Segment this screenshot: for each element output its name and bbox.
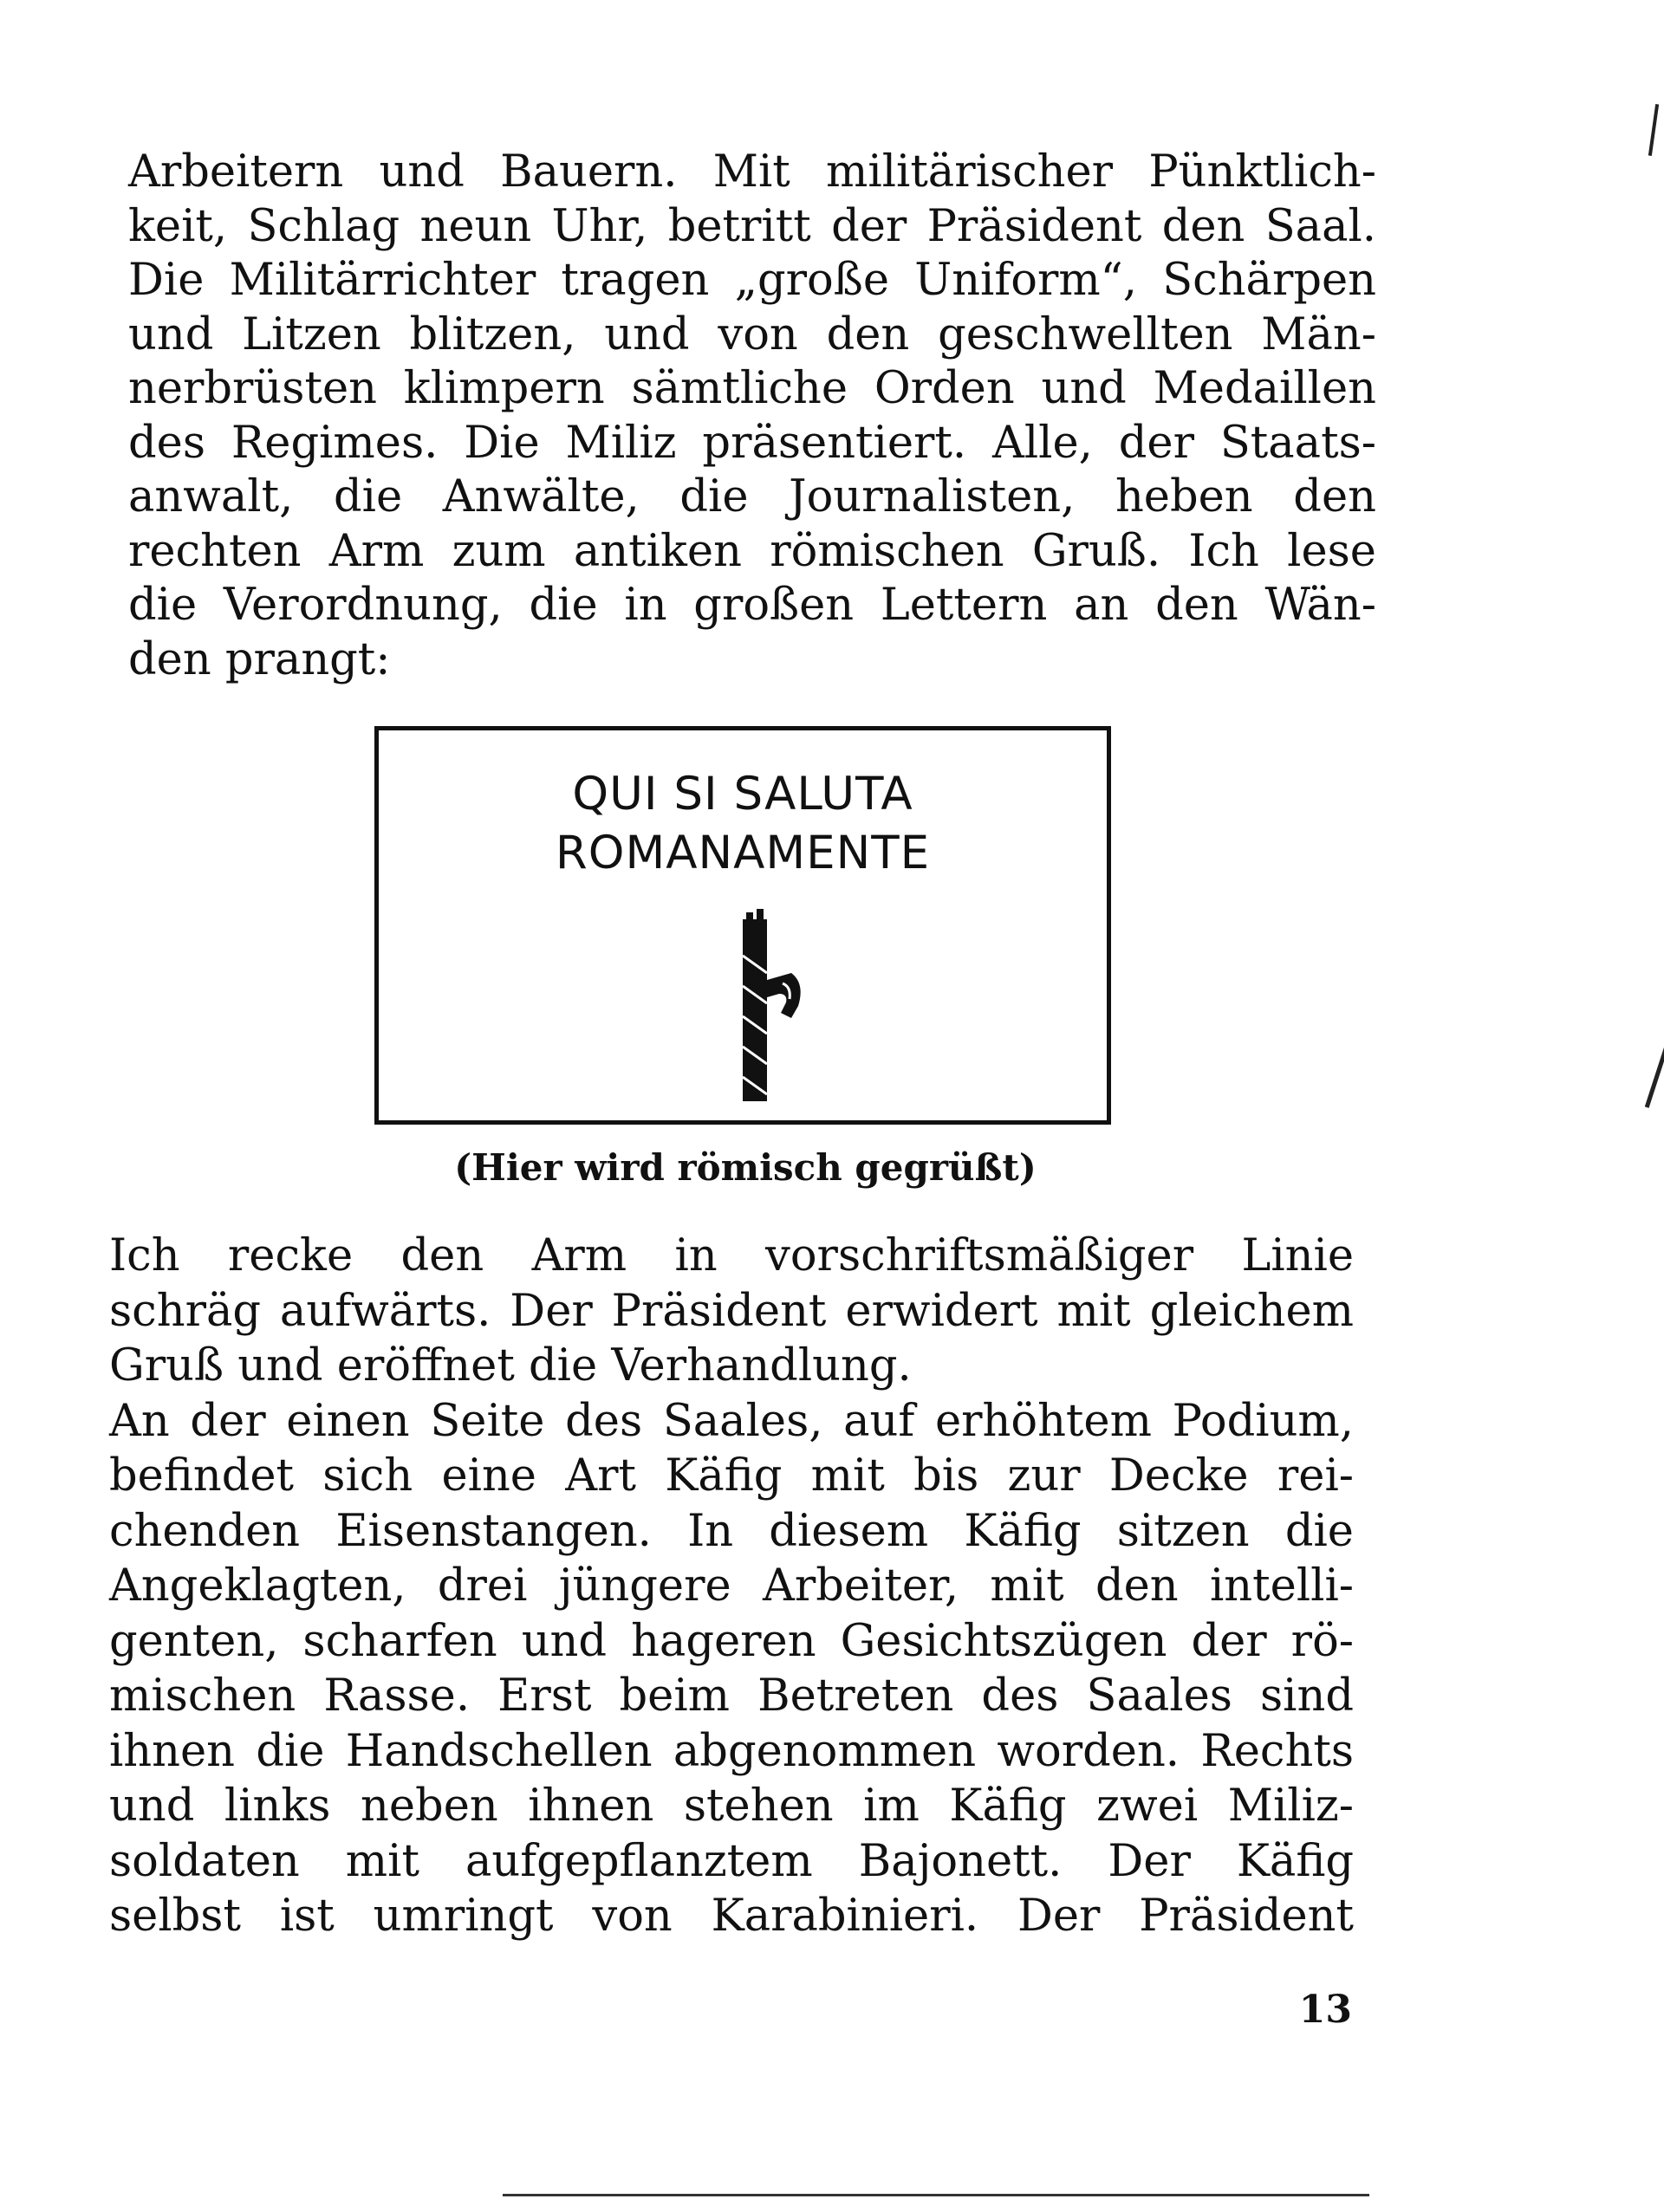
paragraph-top [128,146,1376,687]
sign-text [379,765,1107,883]
text-line: Die Militärrichter tragen „große Uniform“, Schärpen [128,255,1376,306]
text-line: genten, scharfen und hageren Gesichtszügen der rö- [109,1615,1354,1667]
text-line: schräg aufwärts. Der Präsident erwidert mit gleichem [109,1285,1354,1337]
text-line: anwalt, die Anwälte, die Journalisten, heben den [128,471,1376,522]
sign-caption: (Hier wird römisch gegrüßt) [454,1146,1037,1189]
paragraph-bottom [109,1229,1354,1944]
fasces-icon [708,904,812,1112]
text-line: soldaten mit aufgepflanztem Bajonett. Der Käfig [109,1835,1354,1887]
sign-box [374,726,1111,1125]
text-line: die Verordnung, die in großen Lettern an den Wän- [128,580,1376,631]
text-line: nerbrüsten klimpern sämtliche Orden und Medaillen [128,363,1376,414]
text-line: mischen Rasse. Erst beim Betreten des Saales sind [109,1670,1354,1722]
text-line: keit, Schlag neun Uhr, betritt der Präsident den Saal. [128,200,1376,252]
text-line: und links neben ihnen stehen im Käfig zwei Miliz- [109,1781,1354,1832]
text-line: ihnen die Handschellen abgenommen worden. Rechts [109,1725,1354,1777]
text-line: Angeklagten, drei jüngere Arbeiter, mit den intelli- [109,1560,1354,1612]
text-line: selbst ist umringt von Karabinieri. Der Präsident [109,1891,1354,1942]
bottom-rule [503,2194,1369,2196]
sign-line-1: QUI SI SALUTA [572,768,913,821]
page-number: 13 [1298,1988,1352,2032]
text-line: und Litzen blitzen, und von den geschwellten Män- [128,308,1376,360]
text-line: befindet sich eine Art Käfig mit bis zur Decke rei- [109,1450,1354,1502]
text-line: rechten Arm zum antiken römischen Gruß. Ich lese [128,525,1376,577]
text-line: An der einen Seite des Saales, auf erhöhtem Podium, [109,1395,1354,1447]
scan-mark [1645,1041,1664,1108]
text-line: Arbeitern und Bauern. Mit militärischer Pünktlich- [128,146,1376,198]
text-line: des Regimes. Die Miliz präsentiert. Alle, der Staats- [128,417,1376,469]
text-line: Gruß und eröffnet die Verhandlung. [109,1340,912,1391]
sign-line-2: ROMANAMENTE [555,827,931,879]
text-line: chenden Eisenstangen. In diesem Käfig sitzen die [109,1505,1354,1557]
text-line: den prangt: [128,633,391,685]
scan-mark [1648,104,1659,156]
text-line: Ich recke den Arm in vorschriftsmäßiger Linie [109,1230,1354,1281]
